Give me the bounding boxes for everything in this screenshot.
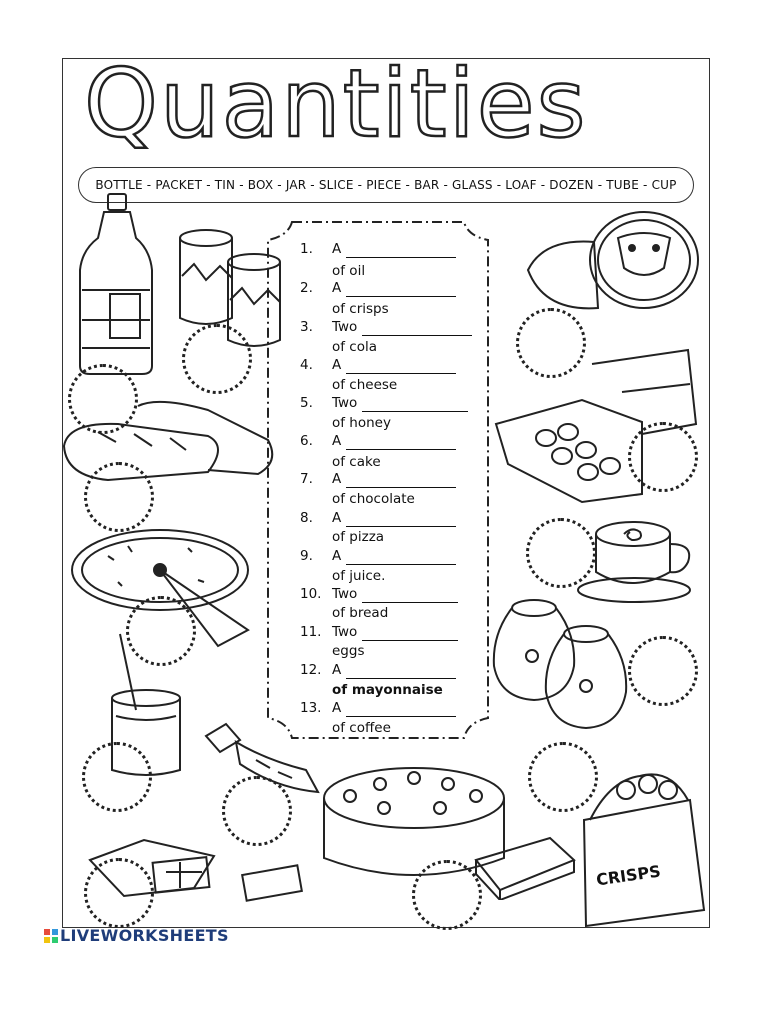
answer-circle[interactable] [526, 518, 596, 588]
question-7-rest: of chocolate [332, 491, 415, 507]
answer-circle[interactable] [628, 636, 698, 706]
question-2-rest: of crisps [332, 301, 389, 317]
question-1: 1. A [300, 240, 456, 258]
question-4: 4. A [300, 356, 456, 374]
question-13-rest: of coffee [332, 720, 391, 736]
answer-circle[interactable] [84, 462, 154, 532]
cheese-box-illustration [514, 208, 704, 318]
question-7: 7. A [300, 470, 456, 488]
question-9-rest: of juice. [332, 568, 386, 584]
liveworksheets-logo-text: LIVEWORKSHEETS [60, 926, 229, 945]
questions-panel [262, 218, 494, 742]
page-title: Quantities [84, 50, 588, 159]
answer-circle[interactable] [516, 308, 586, 378]
question-13: 13. A [300, 699, 456, 717]
crisps-packet-label: CRISPS [594, 861, 662, 890]
answer-blank-4[interactable] [346, 359, 456, 374]
question-12-rest: of mayonnaise [332, 682, 443, 698]
question-1-rest: of oil [332, 263, 366, 279]
answer-blank-1[interactable] [346, 243, 456, 258]
answer-circle[interactable] [412, 860, 482, 930]
question-11: 11. Two [300, 623, 458, 641]
question-12: 12. A [300, 661, 456, 679]
word-bank: BOTTLE - PACKET - TIN - BOX - JAR - SLICE - PIECE - BAR - GLASS - LOAF - DOZEN - TUBE - CUP [78, 167, 694, 203]
answer-blank-2[interactable] [346, 282, 456, 297]
question-10-rest: of bread [332, 605, 389, 621]
answer-circle[interactable] [126, 596, 196, 666]
answer-circle[interactable] [84, 858, 154, 928]
question-11-rest: eggs [332, 643, 365, 659]
question-3-rest: of cola [332, 339, 378, 355]
question-5: 5. Two [300, 394, 468, 412]
answer-circle[interactable] [182, 324, 252, 394]
answer-blank-6[interactable] [346, 435, 456, 450]
answer-blank-7[interactable] [346, 473, 456, 488]
answer-blank-5[interactable] [362, 397, 468, 412]
question-3: 3. Two [300, 318, 472, 336]
answer-circle[interactable] [222, 776, 292, 846]
answer-circle[interactable] [628, 422, 698, 492]
answer-blank-12[interactable] [346, 664, 456, 679]
answer-circle[interactable] [528, 742, 598, 812]
liveworksheets-logo [44, 926, 229, 945]
answer-blank-3[interactable] [362, 321, 472, 336]
answer-circle[interactable] [82, 742, 152, 812]
answer-blank-9[interactable] [346, 550, 456, 565]
question-2: 2. A [300, 279, 456, 297]
question-10: 10. Two [300, 585, 458, 603]
honey-jars-illustration [490, 594, 640, 744]
answer-blank-13[interactable] [346, 702, 456, 717]
answer-blank-10[interactable] [362, 588, 458, 603]
liveworksheets-logo-icon [44, 929, 58, 943]
chocolate-bar-slice-illustration [470, 830, 580, 900]
question-9: 9. A [300, 547, 456, 565]
answer-blank-11[interactable] [362, 626, 458, 641]
question-8-rest: of pizza [332, 529, 385, 545]
answer-blank-8[interactable] [346, 512, 456, 527]
question-6-rest: of cake [332, 454, 381, 470]
question-8: 8. A [300, 509, 456, 527]
answer-circle[interactable] [68, 364, 138, 434]
oil-bottle-illustration [70, 190, 160, 380]
question-5-rest: of honey [332, 415, 391, 431]
question-4-rest: of cheese [332, 377, 398, 393]
question-6: 6. A [300, 432, 456, 450]
